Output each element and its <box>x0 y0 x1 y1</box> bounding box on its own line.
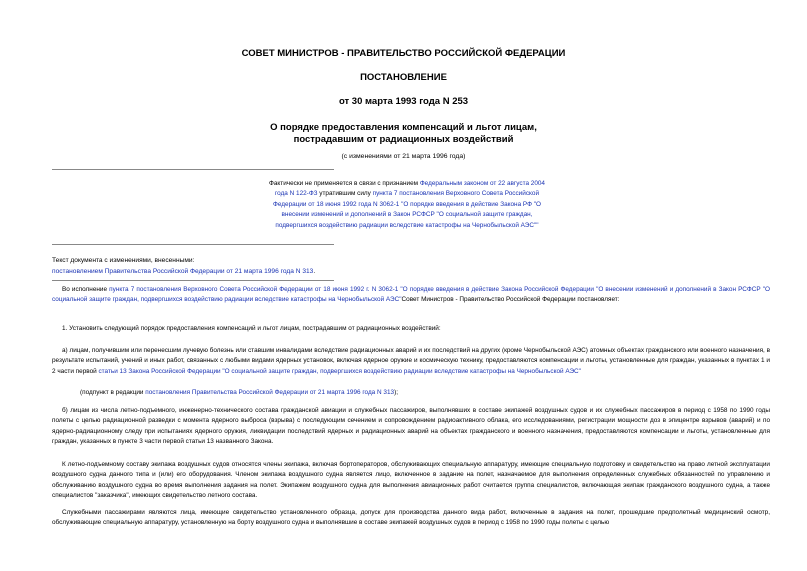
item-a-revision-end: ); <box>394 389 398 396</box>
federal-law-link[interactable]: Федеральным законом от 22 августа 2004 года N 122-ФЗ <box>274 180 545 198</box>
title-line-2: пострадавшим от радиационных воздействий <box>293 134 514 145</box>
item-a-link[interactable]: статьи 13 Закона Российской Федерации "О социальной защите граждан, подвергшихся воздействию радиации вследствие катастрофы на Чернобыльской АЭС" <box>98 367 581 375</box>
revision-label: Текст документа с изменениями, внесенными: <box>52 257 195 264</box>
item-a-revision <box>80 388 770 398</box>
passengers-paragraph: Служебными пассажирами являются лица, имеющие свидетельство установленного образца, допуск для производства данного вида работ, включенные в задания на полет, прошедшие предполетный медицинский осмотр, обслуживающие специальную аппаратуру, установленную на борту воздушного судна и выполнявшие в составе экипажей воздушных судов в период с 1958 по 1990 годы полеты с целью <box>52 509 770 527</box>
crew-paragraph: К летно-подъемному составу экипажа воздушных судов относятся члены экипажа, включая бортоператоров, обслуживающих специальную аппаратуру, имеющие специальную подготовку и свидетельство на право летной эксплуатации воздушного судна данного типа и (или) его оборудования. Членом экипажа воздушного судна является лицо, включенное в задание на полет, назначаемое для выполнения определенных служебных обязанностей по управлению и обслуживанию воздушного судна во время выполнения задания на полет. Экипажем воздушного судна для выполнения авиационных работ считается группа специалистов, включающая экипаж гражданского воздушного судна, а также специалистов "заказчика", имеющих свидетельство летного состава. <box>52 461 770 500</box>
intro-text-2: Совет Министров - Правительство Российской Федерации постановляет: <box>401 296 620 304</box>
intro-paragraph <box>52 285 770 306</box>
note-text: Фактически не применяется в связи с признанием <box>268 180 420 187</box>
item-a-revision-link[interactable]: постановления Правительства Российской Федерации от 21 марта 1996 года N 313 <box>145 389 395 396</box>
title-line-1: О порядке предоставления компенсаций и льгот лицам, <box>270 122 537 133</box>
issuing-authority: СОВЕТ МИНИСТРОВ - ПРАВИТЕЛЬСТВО РОССИЙСКОЙ ФЕДЕРАЦИИ <box>241 48 566 59</box>
document-title <box>0 122 807 146</box>
intro-link[interactable]: пункта 7 постановления Верховного Совета Российской Федерации от 18 июня 1992 г. N 3062-1 "О порядке введения в действие Закона Российской Федерации "О внесении изменений и дополнений в Закон РСФСР "О социальной защите граждан, подвергшихся воздействию радиации вследствие катастрофы на Чернобыльской АЭС" <box>52 286 770 304</box>
item-a <box>52 346 770 377</box>
item-b: б) лицам из числа летно-подъемного, инженерно-технического состава гражданской авиации и служебных пассажиров, выполнявших в составе экипажей воздушных судов и их служебных пассажиров в период с 1958 по 1990 годы полеты с целью радиационной разведки с момента ядерного выброса (взрыва) с последующим сечением и сопровождением радиоактивного облака, его исследованиями, регистрации мощности доз в эпицентре взрывов (аварий) и по ядерно-радиационному следу при испытаниях ядерного оружия, ликвидации последствий ядерных и радиационных аварий на объектах гражданского и военного назначения, предоставляются компенсации и льготы, установленные для граждан, указанных в пункте 3 части первой статьи 13 названного Закона. <box>52 407 770 446</box>
separator-line <box>52 280 334 281</box>
note-text-2: утратившим силу <box>317 190 373 198</box>
intro-text: Во исполнение <box>62 286 110 293</box>
revision-block <box>52 255 315 277</box>
revision-link[interactable]: постановлением Правительства Российской Федерации от 21 марта 1996 года N 313 <box>52 268 314 275</box>
document-date: от 30 марта 1993 года N 253 <box>338 96 469 107</box>
separator-line <box>52 169 334 170</box>
validity-note <box>262 179 552 231</box>
resolution-link[interactable]: пункта 7 постановления Верховного Совета Российской Федерации от 18 июня 1992 года N 3062-1 "О порядке введения в действие Закона РФ "О внесении изменений и дополнений в Закон РСФСР "О социальной защите граждан, подвергшихся воздействию радиации вследствие катастрофы на Чернобыльской АЭС"" <box>273 190 541 229</box>
item-a-revision-text: (подпункт в редакции <box>80 389 146 396</box>
amendments-note: (с изменениями от 21 марта 1996 года) <box>341 153 466 160</box>
item-a-text: а) лицам, получившим или перенесшим лучевую болезнь или ставшим инвалидами вследствие радиационных аварий и их последствий на других (кроме Чернобыльской АЭС) атомных объектах гражданского или военного назначения, в результате испытаний, учений и иных работ, связанных с любыми видами ядерных установок, включая ядерное оружие и космическую технику, предоставляются компенсации и льготы, установленные для граждан, указанных в пунктах 1 и 2 части первой <box>52 347 770 375</box>
item-1: 1. Установить следующий порядок предоставления компенсаций и льгот лицам, пострадавшим от радиационных воздействий: <box>62 325 441 332</box>
document-type: ПОСТАНОВЛЕНИЕ <box>360 72 447 83</box>
revision-end: . <box>313 268 316 275</box>
separator-line <box>52 244 334 245</box>
